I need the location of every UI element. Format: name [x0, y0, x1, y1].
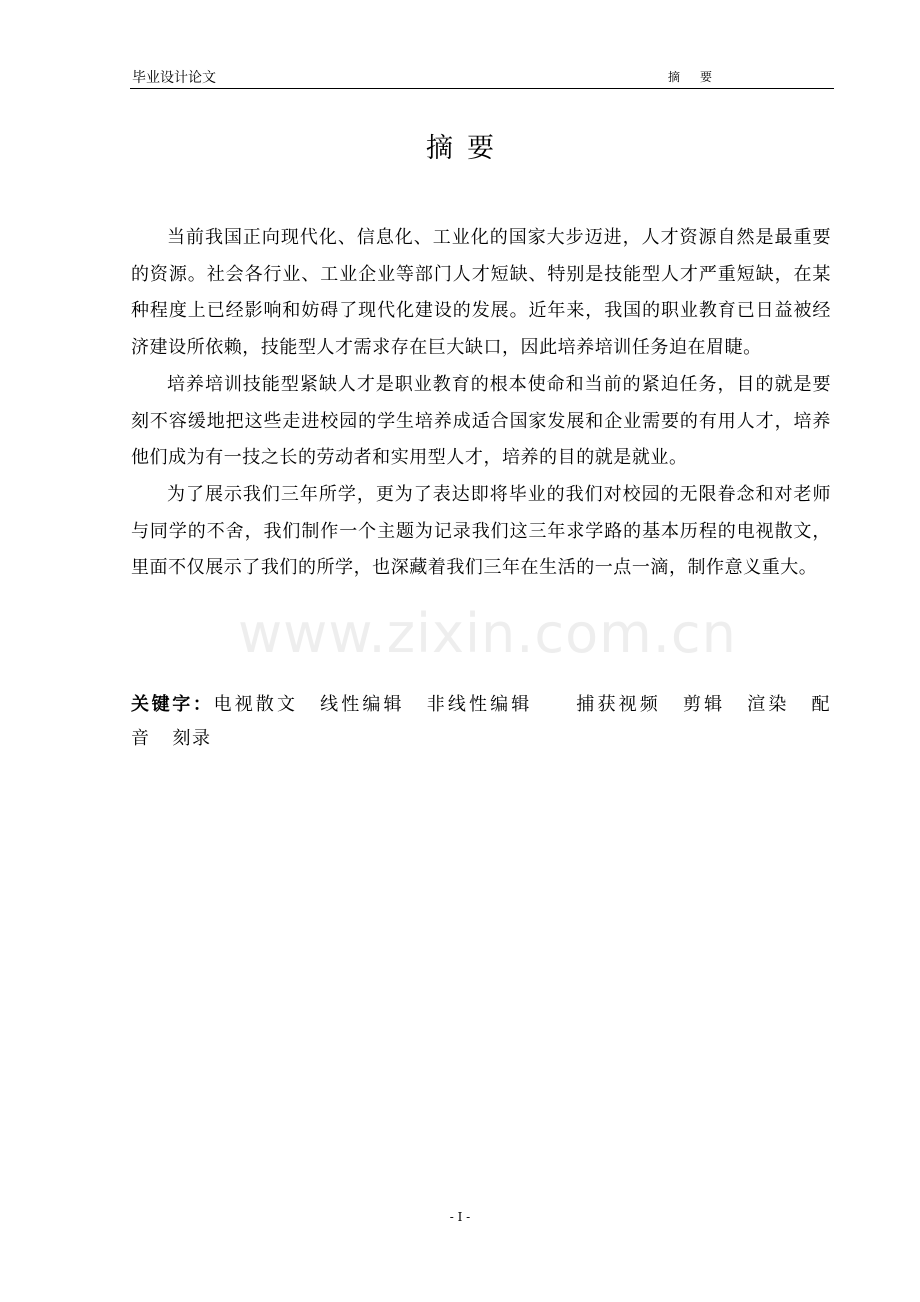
- header-section-label: 摘要: [668, 70, 733, 84]
- abstract-body: [131, 220, 831, 587]
- keyword-item: 渲染: [747, 694, 790, 715]
- keyword-item: 剪辑: [682, 694, 726, 715]
- keyword-item: 配音: [131, 694, 832, 749]
- keyword-item: 刻录: [172, 728, 212, 749]
- abstract-paragraph-3: 为了展示我们三年所学，更为了表达即将毕业的我们对校园的无限眷念和对老师与同学的不舍，我们制作一个主题为记录我们这三年求学路的基本历程的电视散文，里面不仅展示了我们的所学，也深藏着我们三年在生活的一点一滴，制作意义重大。: [131, 483, 831, 579]
- page-header: [130, 64, 834, 89]
- abstract-paragraph-2: 培养培训技能型紧缺人才是职业教育的根本使命和当前的紧迫任务，目的就是要刻不容缓地把这些走进校园的学生培养成适合国家发展和企业需要的有用人才，培养他们成为有一技之长的劳动者和实用型人才，培养的目的就是就业。: [131, 373, 831, 469]
- keyword-item: 电视散文: [213, 694, 299, 715]
- keyword-item: 线性编辑: [320, 694, 405, 715]
- header-thesis-label: 毕业设计论文: [132, 70, 216, 86]
- page-number: - I -: [449, 1210, 471, 1224]
- abstract-paragraph-1: 当前我国正向现代化、信息化、工业化的国家大步迈进，人才资源自然是最重要的资源。社会各行业、工业企业等部门人才短缺、特别是技能型人才严重短缺，在某种程度上已经影响和妨碍了现代化建设的发展。近年来，我国的职业教育已日益被经济建设所依赖，技能型人才需求存在巨大缺口，因此培养培训任务迫在眉睫。: [131, 227, 831, 359]
- watermark: www.zixin.com.cn: [238, 602, 737, 665]
- keyword-item: 非线性编辑: [426, 694, 533, 715]
- keywords-label: 关键字：: [131, 694, 214, 715]
- keywords-section: [131, 688, 831, 756]
- page-title: 摘要: [426, 133, 508, 164]
- keyword-item: 捕获视频: [576, 694, 661, 715]
